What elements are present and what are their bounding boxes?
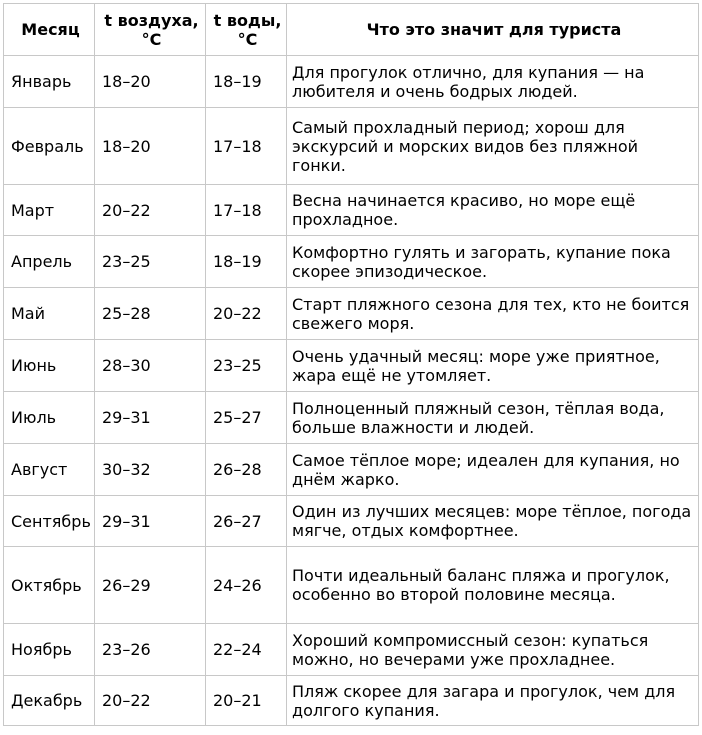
cell-air-temp: 23–26 (95, 624, 206, 676)
cell-month: Июль (4, 392, 95, 444)
table-row (4, 547, 699, 624)
table-row (4, 340, 699, 392)
cell-water-temp: 26–27 (206, 496, 287, 547)
cell-air-temp: 29–31 (95, 392, 206, 444)
table-row (4, 624, 699, 676)
cell-tourist-meaning: Старт пляжного сезона для тех, кто не боится свежего моря. (287, 288, 699, 340)
cell-air-temp: 30–32 (95, 444, 206, 496)
header-tourist-meaning: Что это значит для туриста (287, 4, 699, 56)
table-row (4, 108, 699, 185)
cell-month: Март (4, 185, 95, 236)
cell-water-temp: 17–18 (206, 185, 287, 236)
table-row (4, 444, 699, 496)
cell-tourist-meaning: Один из лучших месяцев: море тёплое, погода мягче, отдых комфортнее. (287, 496, 699, 547)
cell-tourist-meaning: Полноценный пляжный сезон, тёплая вода, больше влажности и людей. (287, 392, 699, 444)
cell-air-temp: 23–25 (95, 236, 206, 288)
cell-air-temp: 18–20 (95, 56, 206, 108)
cell-tourist-meaning: Самый прохладный период; хорош для экскурсий и морских видов без пляжной гонки. (287, 108, 699, 185)
cell-water-temp: 23–25 (206, 340, 287, 392)
cell-month: Октябрь (4, 547, 95, 624)
cell-month: Июнь (4, 340, 95, 392)
cell-tourist-meaning: Самое тёплое море; идеален для купания, но днём жарко. (287, 444, 699, 496)
cell-water-temp: 25–27 (206, 392, 287, 444)
cell-air-temp: 20–22 (95, 185, 206, 236)
cell-air-temp: 26–29 (95, 547, 206, 624)
cell-water-temp: 26–28 (206, 444, 287, 496)
cell-tourist-meaning: Весна начинается красиво, но море ещё прохладное. (287, 185, 699, 236)
table-row (4, 496, 699, 547)
cell-month: Февраль (4, 108, 95, 185)
cell-month: Ноябрь (4, 624, 95, 676)
table-row (4, 185, 699, 236)
table-row (4, 288, 699, 340)
header-water-temp: t воды, °C (206, 4, 287, 56)
table-row (4, 676, 699, 726)
cell-month: Сентябрь (4, 496, 95, 547)
cell-water-temp: 20–22 (206, 288, 287, 340)
cell-tourist-meaning: Хороший компромиссный сезон: купаться можно, но вечерами уже прохладнее. (287, 624, 699, 676)
cell-water-temp: 18–19 (206, 236, 287, 288)
cell-water-temp: 22–24 (206, 624, 287, 676)
table-row (4, 392, 699, 444)
cell-air-temp: 28–30 (95, 340, 206, 392)
cell-tourist-meaning: Для прогулок отлично, для купания — на любителя и очень бодрых людей. (287, 56, 699, 108)
cell-month: Январь (4, 56, 95, 108)
cell-tourist-meaning: Пляж скорее для загара и прогулок, чем для долгого купания. (287, 676, 699, 726)
table-row (4, 56, 699, 108)
header-air-temp: t воздуха, °C (95, 4, 206, 56)
cell-water-temp: 20–21 (206, 676, 287, 726)
cell-air-temp: 20–22 (95, 676, 206, 726)
cell-tourist-meaning: Почти идеальный баланс пляжа и прогулок, особенно во второй половине месяца. (287, 547, 699, 624)
cell-air-temp: 29–31 (95, 496, 206, 547)
cell-water-temp: 24–26 (206, 547, 287, 624)
cell-month: Август (4, 444, 95, 496)
cell-water-temp: 17–18 (206, 108, 287, 185)
climate-table (3, 3, 699, 726)
cell-month: Апрель (4, 236, 95, 288)
cell-month: Декабрь (4, 676, 95, 726)
table-row (4, 236, 699, 288)
header-month: Месяц (4, 4, 95, 56)
cell-air-temp: 25–28 (95, 288, 206, 340)
cell-tourist-meaning: Очень удачный месяц: море уже приятное, жара ещё не утомляет. (287, 340, 699, 392)
cell-water-temp: 18–19 (206, 56, 287, 108)
cell-month: Май (4, 288, 95, 340)
cell-tourist-meaning: Комфортно гулять и загорать, купание пока скорее эпизодическое. (287, 236, 699, 288)
cell-air-temp: 18–20 (95, 108, 206, 185)
header-row (4, 4, 699, 56)
